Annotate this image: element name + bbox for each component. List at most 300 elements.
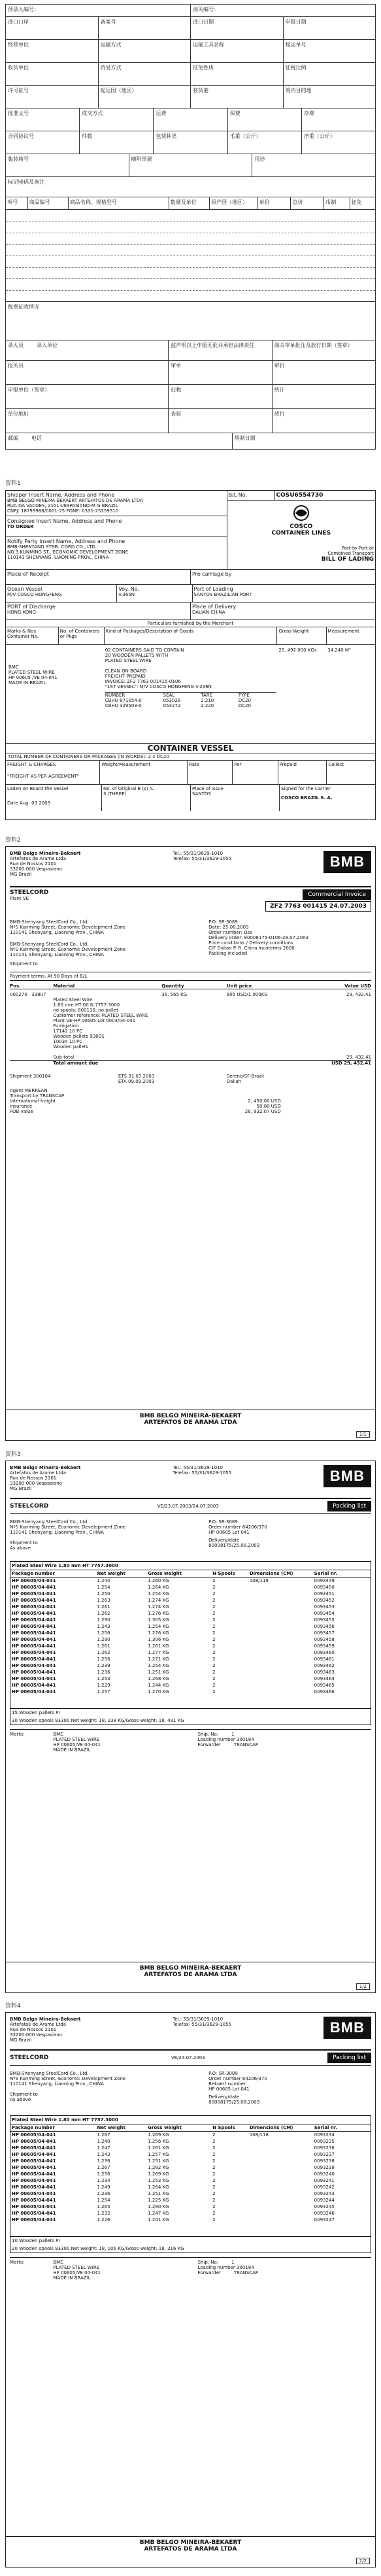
pl-cell: HP 00605/04-041	[12, 1611, 56, 1616]
pl-ship-line: NºS Kunming Street, Economic Development Zone	[10, 1525, 126, 1530]
customs-field-label: 申报日期	[285, 19, 306, 25]
per-label: Per	[233, 761, 278, 784]
cont1-1: 053028	[163, 698, 181, 703]
desc-1: 20 WOODEN PALLETS WITH	[105, 653, 169, 658]
inv-footer2: ARTEFATOS DE ARAMA LTDA	[144, 1419, 237, 1426]
customs-field-label: 填制日期	[234, 435, 256, 441]
pl-cell: HP 00605/04-041	[12, 1663, 56, 1668]
pl-cell: HP 00605/04-041	[12, 2158, 56, 2164]
pl-cell: 1.244 KG	[148, 1683, 169, 1688]
inv-bill-0: BMB-Shenyang SteelCord Co., Ltd.	[10, 942, 89, 947]
inv-addr-3: MG Brazil	[10, 872, 32, 877]
pl-cell: 1.243	[97, 2152, 110, 2157]
customs-field-label: 杂费	[303, 110, 314, 116]
pl-order-info	[208, 2071, 371, 2105]
table-row	[10, 1584, 371, 1591]
inv-transport: Transport by TRANSCAP	[10, 1093, 65, 1098]
customs-goods-line	[6, 290, 375, 291]
pl-contact-block	[173, 2017, 231, 2043]
voy: V.365N	[118, 592, 135, 597]
pl-cell: 1.256	[97, 1657, 110, 1662]
desc-7: "1ST VESSEL": M/V COSCO HONGFENG V.236N	[105, 684, 212, 689]
inv-desc-5: Fumigation	[53, 1023, 79, 1029]
pl-tel: Tel.: 55/31/3629-1010	[173, 1465, 224, 1470]
marks-3: MADE IN BRAZIL	[8, 680, 46, 685]
pl-header	[10, 1465, 371, 1491]
customs-cell	[227, 108, 301, 131]
shipper-line-0: BMB BELGO MINEIRA BEKAERT ARTEFATOS DE ARAMA LTDA	[7, 498, 143, 503]
customs-cell	[190, 17, 283, 39]
pl-cell: 1.254 KG	[148, 1663, 169, 1668]
customs-cell	[6, 361, 168, 384]
pl-cell: 2	[212, 2171, 216, 2177]
collect-label: Collect	[328, 762, 344, 767]
pl-cell: 1.265	[97, 2204, 110, 2209]
pl-cell: 0093452	[314, 1598, 335, 1603]
pl-buyer: STEELCORD	[10, 1503, 49, 1510]
customs-cell	[6, 340, 168, 360]
customs-cell	[168, 340, 271, 360]
pl-cell	[248, 2184, 313, 2190]
customs-row-r5	[5, 86, 376, 108]
pl-cell: HP 00605/04-041	[12, 2198, 56, 2203]
customs-cell	[283, 17, 376, 39]
pl-shipment-to: Shipment to	[10, 1540, 38, 1545]
inv-insurance-v: 50.00 USD	[256, 1104, 281, 1109]
pl-cell: 0093245	[314, 2204, 335, 2209]
table-row	[10, 2151, 371, 2158]
pl-cell	[248, 1669, 313, 1676]
pl-cell: 2	[212, 1617, 216, 1623]
pl-cell: 0093451	[314, 1591, 335, 1596]
pl-ship-to	[10, 1519, 208, 1551]
pl-cell: 1.305 KG	[148, 1617, 169, 1623]
customs-declaration-form	[5, 4, 376, 450]
bol-title: BILL OF LADING	[321, 556, 374, 563]
table-row	[10, 1597, 371, 1604]
inv-desc-3: Customer reference: PLATED STEEL WIRE	[53, 1013, 148, 1018]
desc-0: 02 CONTAINERS SAID TO CONTAIN	[105, 648, 184, 653]
pl-cell	[248, 1662, 313, 1669]
pl-order: Order number 64206/370	[208, 1525, 267, 1530]
customs-cell	[79, 108, 153, 131]
pl-cell: 1.251 KG	[148, 2158, 169, 2164]
inv-item-pos: 000270	[10, 992, 27, 997]
customs-field-label: 海关编号：	[193, 7, 219, 12]
carrier-sub: CONTAINER LINES	[271, 530, 331, 537]
customs-cell	[98, 63, 191, 85]
pl-col-header: Serial nr.	[314, 2125, 337, 2130]
inv-po: P.O: SR-3089	[208, 919, 238, 925]
customs-field-label: 运输工具名称	[193, 42, 224, 48]
shipper-label: Shipper Insert Name, Address and Phone	[7, 492, 115, 498]
delivery-label: Place of Delivery	[192, 604, 237, 610]
table-row	[10, 1630, 371, 1636]
pl-cell: 0093461	[314, 1657, 335, 1662]
pl-cell: 0093454	[314, 1611, 335, 1616]
pl-summary1: 15 Wooden pallets PI	[10, 1708, 371, 1717]
customs-row-r9	[5, 177, 376, 197]
inv-payment: Payment terms. At 90 Days of B/L	[10, 972, 371, 981]
pod-label: PORT of Discharge	[7, 604, 56, 610]
notify-line-0: BMB-SHENYANG STEEL CORD CO., LTD.	[7, 544, 97, 550]
pl-cell: 0093238	[314, 2158, 335, 2164]
h-no: No. of Containers or Pkgs	[59, 627, 105, 644]
inv-agent: Agent MERREAN	[10, 1088, 48, 1093]
inv-order-no: Order number: Oss	[208, 930, 252, 935]
pl-cell: HP 00605/04-041	[12, 1657, 56, 1662]
pl-cell: 1.269 KG	[148, 2132, 169, 2138]
carrier-name: COSCO	[290, 523, 313, 530]
pl-forwarder-line	[198, 1742, 371, 1747]
notify-label: Notify Party Insert Name, Address and Phone	[7, 538, 125, 544]
pl-cell: 2	[212, 2191, 216, 2196]
orig: 3 (THREE)	[103, 791, 127, 797]
pl-loading: Loading number 300184	[197, 1737, 254, 1742]
customs-goods-h-1: 商品编号	[27, 197, 68, 209]
customs-field-label: 运输方式	[100, 42, 122, 48]
pl-col-header: Dimensions (CM)	[249, 2125, 293, 2130]
pl-cell: HP 00605/04-041	[12, 1689, 56, 1694]
pl-cell: 1.257	[97, 1689, 110, 1694]
inv-ship-1: NºS Kunming Street, Economic Development Zone	[10, 925, 126, 930]
pl-cell: 1.251 KG	[148, 1670, 169, 1675]
consignee-label: Consignee Insert Name, Address and Phone	[7, 518, 122, 524]
inv-total-amount: Total amount due	[53, 1061, 99, 1066]
customs-goods-header	[5, 197, 376, 210]
pl-ship-no-label: Ship. No:	[197, 1732, 219, 1737]
pl-marks	[53, 2260, 197, 2281]
place-receipt-label: Place of Receipt	[6, 570, 191, 584]
cosco-logo-icon	[290, 504, 313, 521]
customs-field-label: 集装箱号	[8, 156, 29, 162]
pl-cell: HP 00605/04-041	[12, 1604, 56, 1610]
inv-footer1: BMB BELGO MINEIRA-BEKAERT	[139, 1413, 242, 1419]
customs-field-label: 许可证号	[8, 88, 29, 93]
inv-ets: ETS 31.07.2003	[118, 1074, 155, 1079]
customs-goods-line	[6, 267, 375, 268]
pl-cell: 1.232	[97, 2211, 110, 2216]
customs-row-r15	[5, 433, 376, 450]
customs-cell	[168, 409, 271, 433]
pl-cell: 2	[212, 1611, 216, 1616]
inv-h-0: Pos.	[10, 983, 21, 989]
customs-field-label: 贸易方式	[100, 65, 122, 71]
h-gross: Gross Weight	[277, 627, 326, 644]
signed: COSCO BRAZIL S. A.	[281, 795, 333, 801]
pl-cell: 2	[212, 2132, 216, 2138]
rate-label: Rate	[188, 761, 233, 784]
customs-field-label: 预录入编号：	[8, 7, 39, 12]
customs-cell	[168, 361, 271, 384]
pl-col-header: Serial nr.	[314, 1571, 337, 1576]
pl-cell: 1.290	[97, 1637, 110, 1642]
customs-row-r12	[5, 361, 376, 385]
desc-6: INVOICE: ZF2 7763 001415-0106	[105, 679, 181, 684]
pl-cell: 1.262	[97, 1650, 110, 1655]
pl-heading: Plated Steel Wire 1.80 mm HT 7757.3000	[10, 2116, 371, 2124]
customs-field-label: 进口口岸	[8, 19, 29, 25]
pl-cell: 1.240	[97, 1578, 110, 1583]
customs-field-value: 录入单位	[37, 342, 58, 348]
pl-cell: 1.239	[97, 1663, 110, 1668]
pl-col-header: Net weight	[97, 2125, 125, 2130]
cont1-3: DC20	[238, 698, 251, 703]
pl-cell: 2	[212, 2211, 216, 2216]
pl-summary2: 20 Wooden spools 93300 Net weight: 18, 106 KG/Gross weight: 18, 216 KG	[12, 2246, 184, 2251]
pl-cell: 0093456	[314, 1624, 335, 1629]
pl-do-v: 80008175/25.08.2003	[208, 1543, 260, 1548]
pl-cell: 2	[212, 2152, 216, 2157]
inv-item-unit: 805 USD/1.000KG	[226, 992, 268, 997]
pl-order: Order number 64206/370	[208, 2076, 267, 2081]
pl-mark-line: HP 00605/VE 04-041	[53, 1742, 101, 1747]
customs-field-label: 查验	[171, 411, 182, 417]
pl-ship-no: 1	[231, 1732, 235, 1737]
customs-field-label: 邮编	[8, 435, 18, 441]
pl-page: 1/2	[356, 1983, 370, 1990]
delivery: DALIAN CHINA	[192, 610, 225, 615]
inv-total-amount-v: USD 29, 432.41	[331, 1061, 371, 1066]
inv-dalian: Dalian	[226, 1079, 242, 1084]
customs-field-label: 经营单位	[8, 42, 29, 48]
pl-footer1: BMB BELGO MINEIRA-BEKAERT	[139, 2539, 242, 2546]
inv-fob-v: 26, 932.07 USD	[244, 1109, 281, 1114]
pl-cell: 1.256	[97, 1630, 110, 1636]
table-row	[10, 2164, 371, 2171]
inv-h-3: Unit price	[226, 983, 252, 989]
customs-field-label: 标记唛码及备注	[8, 179, 44, 185]
table-row	[10, 1662, 371, 1669]
pl-cell: 1.254	[97, 1585, 110, 1590]
pl-cell: 1.264 KG	[148, 2185, 169, 2190]
pl-cell: 0093449	[314, 1578, 335, 1583]
table-row	[10, 2145, 371, 2151]
pl-cell: HP 00605/04-041	[12, 2145, 56, 2151]
pl-cell: 1.306 KG	[148, 1637, 169, 1642]
inv-intl-v: 2, 450.00 USD	[248, 1098, 281, 1104]
pl-fax: Telefax: 55/31/3629-1055	[173, 1470, 232, 1476]
pl-page: 2/2	[356, 2558, 370, 2564]
customs-cell	[153, 131, 227, 154]
pl-cell: 0093241	[314, 2178, 335, 2183]
customs-field-label: 毛重（公斤）	[229, 133, 261, 139]
table-row	[10, 2138, 371, 2145]
pl-cell: HP 00605/04-041	[12, 1585, 56, 1590]
pl-buyer: STEELCORD	[10, 2055, 49, 2061]
pl-cell: 2	[212, 1650, 216, 1655]
inv-delivery-order: Delivery order: 80008175-0106-28.07.2003	[208, 935, 309, 940]
pl-forwarder: TRANSCAP	[233, 1742, 259, 1747]
table-row	[10, 2184, 371, 2190]
customs-cell	[6, 17, 98, 39]
inv-fax: Telefax: 55/31/3629-1055	[173, 856, 232, 861]
customs-cell	[98, 17, 191, 39]
pl-cell: HP 00605/04-041	[12, 1670, 56, 1675]
inv-ship-2: 110141 Shenyang, Liaoning Prov., CHINA	[10, 930, 104, 935]
pl-ship-line: 110141 Shenyang, Liaoning Prov., CHINA	[10, 1530, 104, 1535]
customs-goods-h-7: 币制	[323, 197, 349, 209]
pl-cell: 2	[212, 1637, 216, 1642]
pl-cell: 2	[212, 2204, 216, 2209]
notify-line-1: NO.3 KUNMING ST., ECONOMIC DEVELOPMENT ZONE	[7, 550, 129, 555]
pl-cell: 1.264 KG	[148, 1585, 169, 1590]
bmb-logo: BMB	[323, 851, 371, 873]
pl-cell	[248, 1597, 313, 1604]
pl-footer2: ARTEFATOS DE ARAMA LTDA	[144, 1972, 237, 1978]
pl-cell: 1.236	[97, 2191, 110, 2196]
pl-cell	[248, 1649, 313, 1656]
pl-col-header: Gross weight	[148, 1571, 182, 1576]
inv-buyer: STEELCORD	[10, 889, 49, 896]
vessel: M/V COSCO HONGFENG	[7, 592, 62, 597]
pl-delivery-order: Delivery/date	[208, 2094, 240, 2100]
pl-cell	[248, 2217, 313, 2223]
laden-label: Laden on Board the Vessel	[7, 786, 69, 791]
pl-plant: VE/24.07.2003	[171, 2055, 205, 2060]
prepaid-label: Prepaid	[278, 761, 327, 784]
customs-row-r8	[5, 154, 376, 177]
pl-cell: 2	[212, 1578, 216, 1583]
pl-cell: 1.249	[97, 2185, 110, 2190]
pl-cell: 1.236	[97, 2158, 110, 2164]
pl-cell: HP 00605/04-041	[12, 2139, 56, 2144]
customs-row-r7	[5, 131, 376, 154]
pl-addr: 33200-000 Vespasiano	[10, 1481, 62, 1486]
particulars: Particulars furnished by the Merchant	[6, 620, 375, 627]
pl-ship-info	[198, 2260, 371, 2281]
pl-cell	[248, 2177, 313, 2184]
table-row	[10, 2190, 371, 2197]
pl-table	[10, 2115, 371, 2253]
pl-footer	[6, 1962, 375, 1978]
customs-cell	[6, 131, 79, 154]
label-s2: 资料1	[5, 480, 21, 487]
customs-cell	[79, 131, 153, 154]
pl-mark-line: PLATED STEEL WIRE	[53, 1737, 100, 1742]
pl-ref2: HP 00605 Lot 041	[208, 2087, 250, 2092]
pl-cell: 2	[212, 1657, 216, 1662]
table-row	[10, 1669, 371, 1676]
cont2-2: 2.220	[201, 703, 214, 708]
bill-of-lading	[5, 490, 376, 820]
customs-row-r4	[5, 63, 376, 86]
customs-cell	[252, 154, 375, 176]
customs-field-label: 件数	[82, 133, 93, 139]
pl-cell: HP 00605/04-041	[12, 1591, 56, 1596]
pl-cell	[248, 2210, 313, 2217]
customs-cell	[232, 433, 375, 449]
table-row	[10, 2171, 371, 2177]
pl-delivery-order: Delivery/date	[208, 1538, 240, 1543]
customs-cell	[98, 40, 191, 62]
customs-cell	[283, 86, 376, 108]
inv-desc-8: 10034 10 PC	[53, 1039, 83, 1044]
pl-cell: HP 00605/04-041	[12, 1624, 56, 1629]
customs-field-label: 兹声明以上申报无讹并承担法律责任	[171, 342, 255, 348]
pl-cell: HP 00605/04-041	[12, 2152, 56, 2157]
pl-cell: 1.261 KG	[148, 2145, 169, 2151]
pod: HONG KONG	[7, 610, 37, 615]
customs-cell	[272, 385, 375, 408]
pl-addr: MG Brazil	[10, 2038, 32, 2043]
pl-cell: 2	[212, 1689, 216, 1694]
orig-label: No. of Original B (s) /L	[103, 786, 154, 791]
meas: 34.240 M³	[327, 648, 351, 653]
pl-ship-info	[198, 1732, 371, 1753]
label-s4: 资料3	[5, 1451, 21, 1458]
pl-cell: 0093240	[314, 2171, 335, 2177]
weight-label: Weight/Measurement	[100, 761, 188, 784]
customs-row-r1	[5, 4, 376, 17]
pl-titlebar	[10, 1498, 371, 1514]
pre-carriage-label: Pre carriage by	[192, 571, 232, 577]
pl-footer	[6, 2536, 375, 2552]
customs-field-label: 征税	[171, 387, 182, 393]
inv-shipment: Shipment 300184	[10, 1074, 51, 1079]
pl-cell: 1.226	[97, 2217, 110, 2222]
customs-row-r13	[5, 385, 376, 409]
pl-cell: 2	[212, 2217, 216, 2222]
bmb-logo: BMB	[323, 1465, 371, 1487]
label-s3: 资料2	[5, 837, 21, 844]
table-row	[10, 1689, 371, 1695]
pl-cell: 2	[212, 1683, 216, 1688]
inv-h-4: Value USD	[344, 983, 371, 989]
pl-cell	[248, 1623, 313, 1630]
customs-field-label: 备案号	[100, 19, 116, 25]
pl-cell: 1.274 KG	[148, 1598, 169, 1603]
inv-company: BMB Belgo Mineira-Bekaert	[10, 851, 81, 856]
customs-cell	[129, 154, 252, 176]
freight-label: FREIGHT & CHARGES	[7, 762, 56, 767]
shipper-line-1: RUA DA VACOES, 2101-VESPASIANO-M G BRAZIL	[7, 503, 118, 508]
table-row	[10, 2132, 371, 2138]
pl-logo-wrap	[323, 2017, 371, 2043]
pl-col-header: Gross weight	[148, 2125, 182, 2130]
table-row	[10, 1617, 371, 1623]
table-row	[10, 2177, 371, 2184]
pl-marks-block	[10, 1729, 371, 1753]
pl-cell: 2	[212, 2178, 216, 2183]
pl-cell: 1.282 KG	[148, 2165, 169, 2170]
customs-field-label: 提运单号	[285, 42, 306, 48]
customs-cell	[272, 340, 375, 360]
notify-line-2: 110141 SHENYANG, LIAONING PROV., CHINA	[7, 555, 109, 560]
pl-ship-line: 110141 Shenyang, Liaoning Prov., CHINA	[10, 2081, 104, 2087]
pl-cell	[248, 2138, 313, 2145]
pl-forwarder-label: Forwarder	[197, 1742, 221, 1747]
customs-row-r10	[5, 302, 376, 340]
inv-addr-1: Rua de Nossos 2101	[10, 861, 57, 867]
inv-item-qty: 36, 565 KG	[161, 992, 188, 997]
shipper-line-2: CNPJ: 18793988/0001-25 FONE: 0331-25259310	[7, 508, 119, 514]
pl-doctype: Packing list	[327, 1501, 371, 1511]
customs-field-label: 税费征收情况	[8, 304, 39, 310]
pl-cell: 0093234	[314, 2132, 335, 2138]
pl-cell: 1.260 KG	[148, 1578, 169, 1583]
pl-do-v: 80008175/25.08.2003	[208, 2100, 260, 2105]
customs-row-r14	[5, 409, 376, 433]
gross: 25, 492.000 KGs	[278, 648, 317, 653]
pl-cell	[248, 1604, 313, 1610]
customs-field-label: 用途	[254, 156, 265, 162]
pl-cell: 0093465	[314, 1683, 335, 1688]
pl-ship-line: BMB-Shenyang SteelCord Co., Ltd.	[10, 2071, 89, 2076]
pl-cell	[248, 1656, 313, 1662]
table-row	[10, 2204, 371, 2210]
pl-cell	[248, 1610, 313, 1617]
